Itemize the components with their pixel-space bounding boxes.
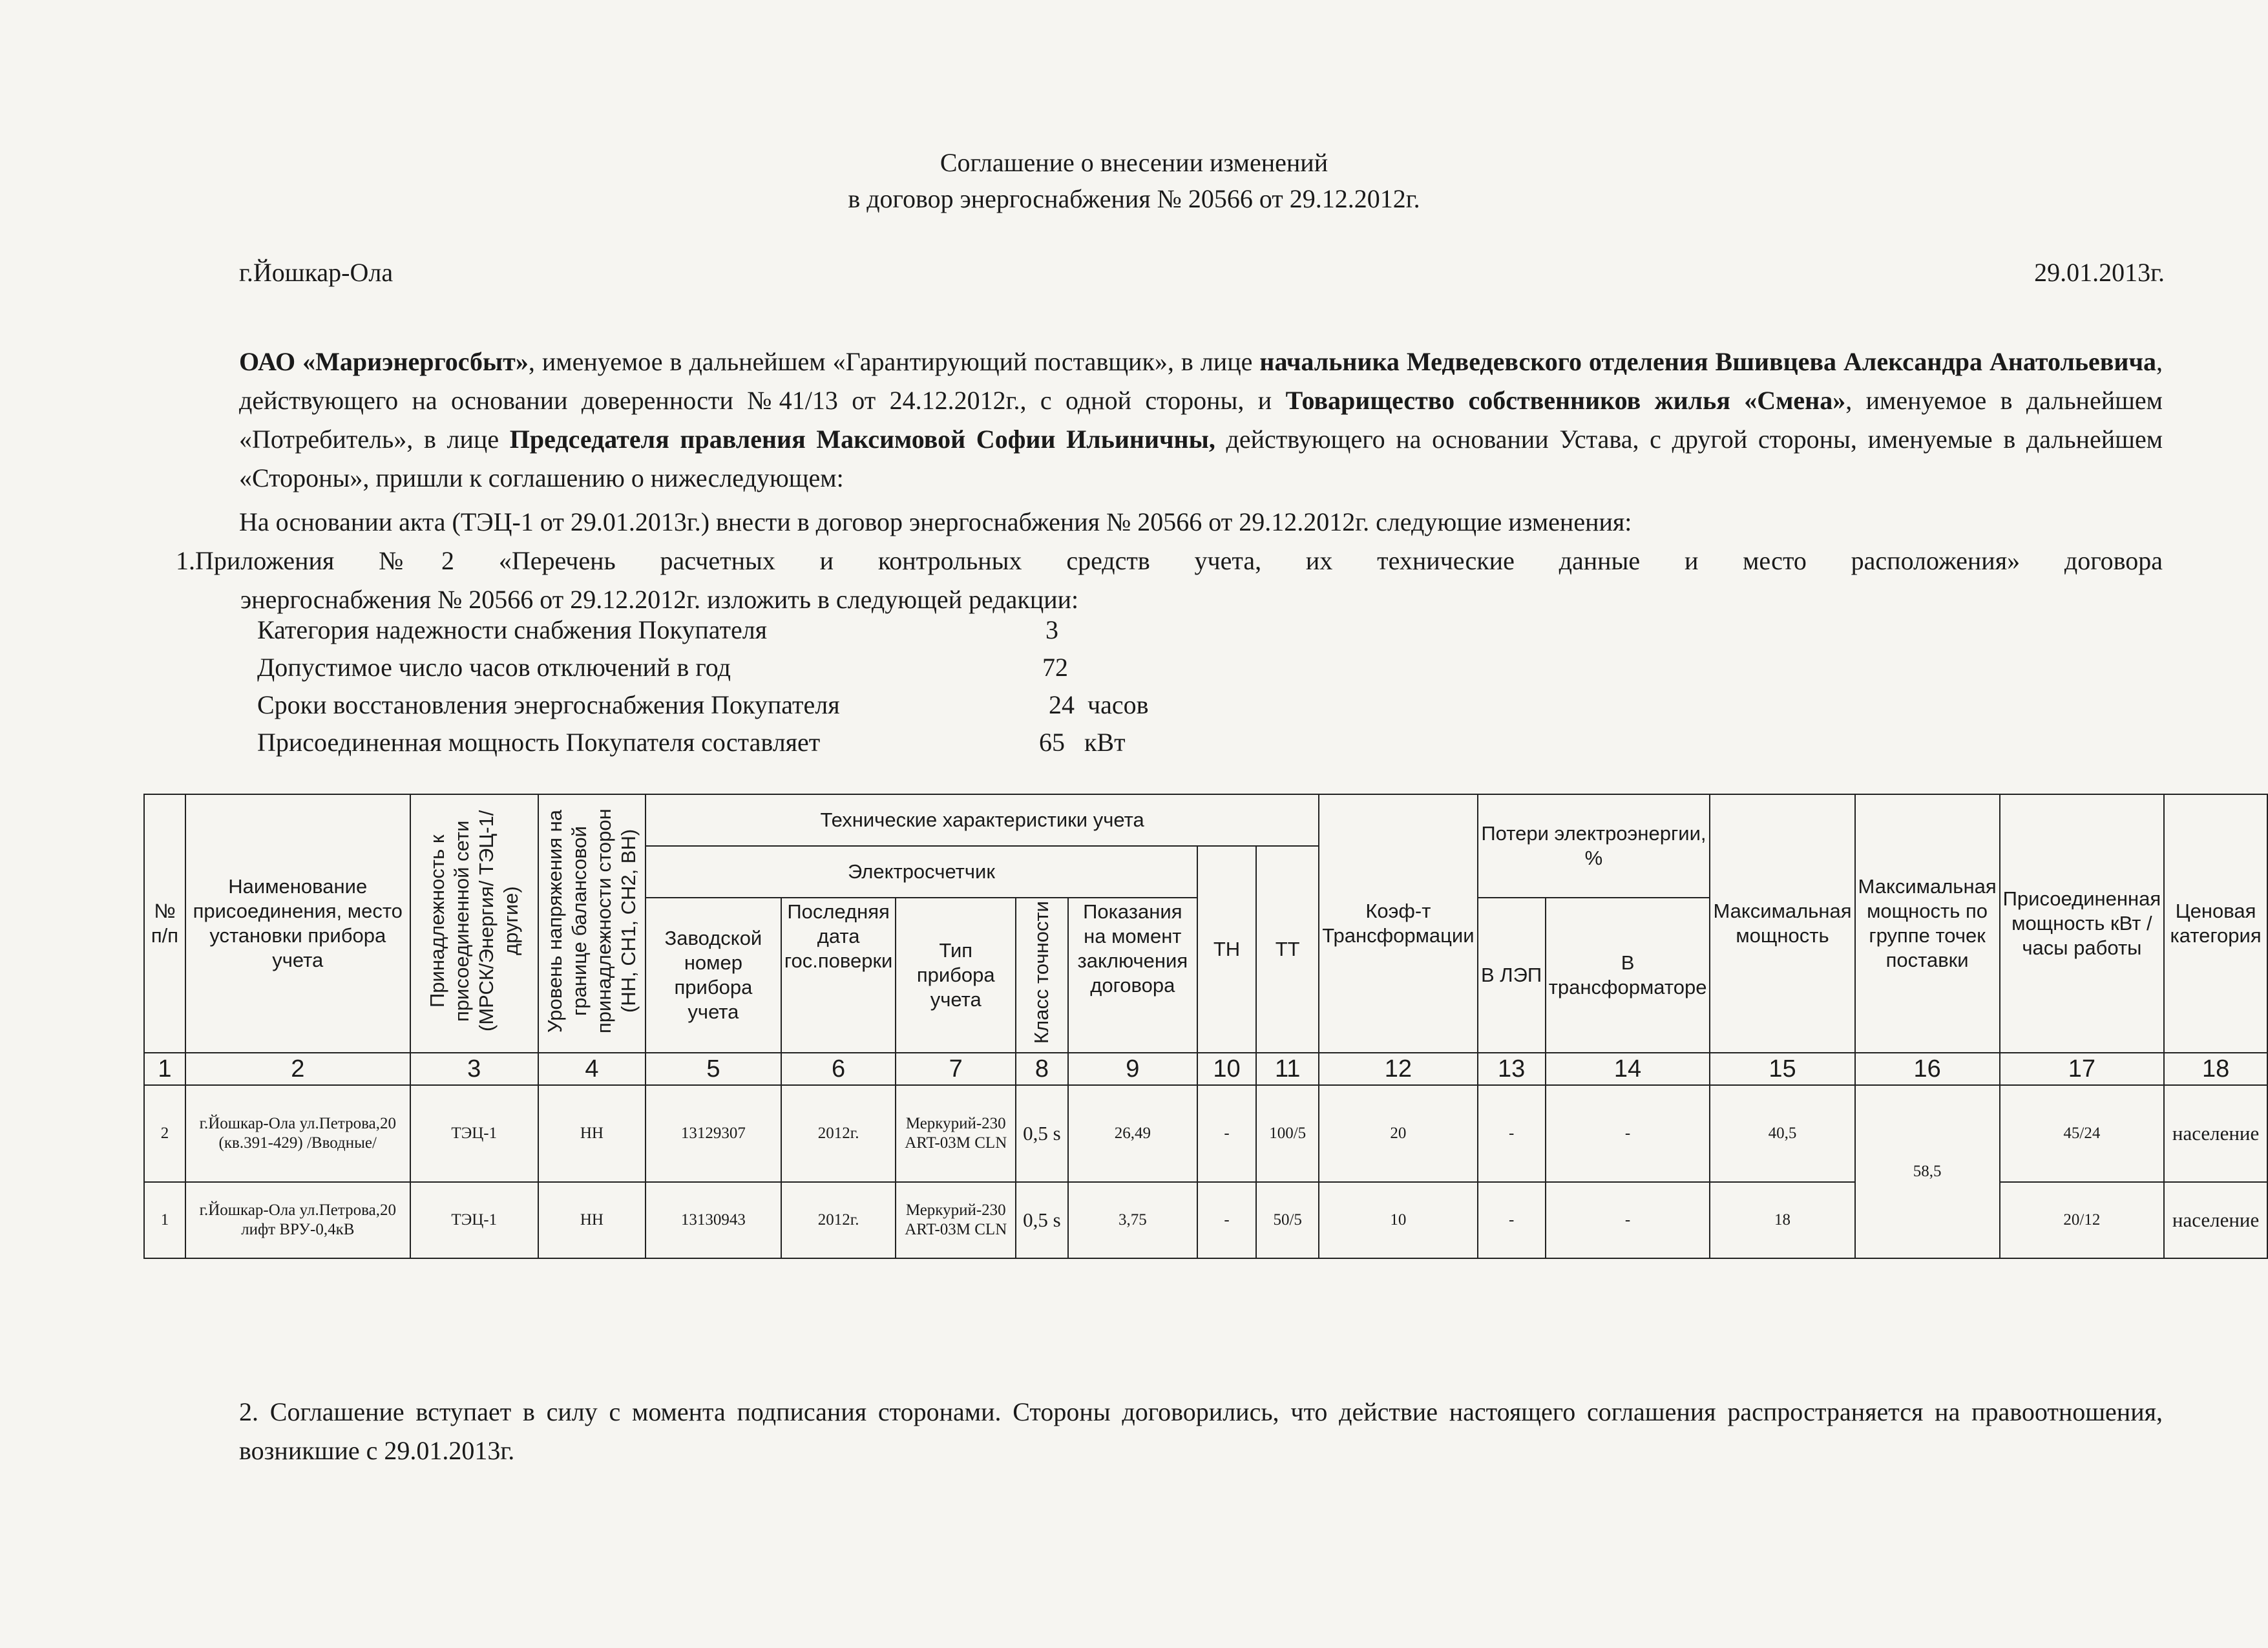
col-header-transformer: В трансформаторе (1546, 898, 1710, 1053)
param-label: Присоединенная мощность Покупателя составляет (257, 728, 821, 757)
intro-paragraph (143, 343, 2163, 498)
param-label: Допустимое число часов отключений в год (257, 653, 731, 682)
param-label: Сроки восстановления энергоснабжения Покупателя (257, 690, 840, 719)
col-number: 7 (896, 1053, 1016, 1085)
row-reading: 3,75 (1068, 1182, 1197, 1258)
intro-text-3: , именуемое в дальнейшем «Потребитель», в лице (239, 386, 2163, 454)
intro-text-2: , действующего на основании доверенности №41/13 от 24.12.2012г., с одной стороны, и (239, 347, 2163, 415)
col-header-coef: Коэф-т Трансформации (1319, 794, 1477, 1053)
row-serial: 13130943 (646, 1182, 781, 1258)
row-serial: 13129307 (646, 1085, 781, 1182)
col-number: 14 (1546, 1053, 1710, 1085)
col-header-lep: В ЛЭП (1478, 898, 1546, 1053)
param-label: Категория надежности снабжения Покупателя (257, 615, 768, 644)
row-num: 1 (144, 1182, 185, 1258)
row-transformer: - (1546, 1085, 1710, 1182)
row-name: г.Йошкар-Ола ул.Петрова,20 лифт ВРУ-0,4кВ (185, 1182, 410, 1258)
document-date: 29.01.2013г. (2034, 258, 2165, 287)
column-numbers-row (144, 1053, 2267, 1085)
col-number: 10 (1197, 1053, 1256, 1085)
row-tt: 50/5 (1256, 1182, 1319, 1258)
col-number: 8 (1016, 1053, 1068, 1085)
col-number: 15 (1710, 1053, 1854, 1085)
row-coef: 20 (1319, 1085, 1477, 1182)
col-header-meter: Электросчетчик (646, 846, 1197, 898)
param-value: 72 (1042, 653, 1068, 682)
col-number: 3 (410, 1053, 538, 1085)
city: г.Йошкар-Ола (239, 258, 394, 287)
intro-text-4: действующего на основании Устава, с другой стороны, именуемые в дальнейшем «Стороны», пришли к соглашению о нижеследующем: (239, 425, 2163, 492)
intro-text-1: , именуемое в дальнейшем «Гарантирующий поставщик», в лице (528, 347, 1260, 376)
param-outage-hours (257, 649, 1068, 686)
row-voltage-level: НН (538, 1182, 646, 1258)
row-belonging: ТЭЦ-1 (410, 1085, 538, 1182)
row-lep: - (1478, 1182, 1546, 1258)
col-number: 4 (538, 1053, 646, 1085)
row-verification: 2012г. (781, 1085, 896, 1182)
row-verification: 2012г. (781, 1182, 896, 1258)
row-price: население (2164, 1182, 2267, 1258)
row-class: 0,5 s (1016, 1085, 1068, 1182)
param-reliability (257, 611, 1058, 649)
row-price: население (2164, 1085, 2267, 1182)
row-tt: 100/5 (1256, 1085, 1319, 1182)
consumer-representative: Председателя правления Максимовой Софии Ильиничны, (509, 425, 1215, 454)
col-number: 9 (1068, 1053, 1197, 1085)
col-header-tn: ТН (1197, 846, 1256, 1053)
col-number: 17 (2000, 1053, 2165, 1085)
row-voltage-level: НН (538, 1085, 646, 1182)
row-name: г.Йошкар-Ола ул.Петрова,20 (кв.391-429) /Вводные/ (185, 1085, 410, 1182)
basis-paragraph: На основании акта (ТЭЦ-1 от 29.01.2013г.) внести в договор энергоснабжения № 20566 от 29.12.2012г. следующие изменения: (239, 507, 1632, 536)
item1-line2: энергоснабжения № 20566 от 29.12.2012г. изложить в следующей редакции: (240, 585, 1079, 614)
row-class: 0,5 s (1016, 1182, 1068, 1258)
col-header-max-group: Максимальная мощность по группе точек поставки (1855, 794, 2000, 1053)
col-header-tt: ТТ (1256, 846, 1319, 1053)
col-header-tech: Технические характеристики учета (646, 794, 1319, 846)
col-number: 16 (1855, 1053, 2000, 1085)
col-header-num: № п/п (144, 794, 185, 1053)
col-number: 5 (646, 1053, 781, 1085)
col-number: 13 (1478, 1053, 1546, 1085)
col-number: 18 (2164, 1053, 2267, 1085)
row-reading: 26,49 (1068, 1085, 1197, 1182)
meters-table (143, 794, 2268, 1259)
col-header-serial: Заводской номер прибора учета (646, 898, 781, 1053)
row-transformer: - (1546, 1182, 1710, 1258)
row-num: 2 (144, 1085, 185, 1182)
col-header-max-power: Максимальная мощность (1710, 794, 1854, 1053)
supplier-name: ОАО «Мариэнергосбыт» (239, 347, 529, 376)
consumer-name: Товарищество собственников жилья «Смена» (1285, 386, 1846, 415)
col-number: 1 (144, 1053, 185, 1085)
row-connected: 20/12 (2000, 1182, 2165, 1258)
row-max-power: 40,5 (1710, 1085, 1854, 1182)
col-header-voltage-level: Уровень напряжения на границе балансовой принадлежности сторон (НН, СН1, СН2, ВН) (538, 794, 646, 1053)
row-type: Меркурий-230 ART-03M CLN (896, 1085, 1016, 1182)
document-title-line1: Соглашение о внесении изменений (940, 148, 1328, 177)
col-number: 6 (781, 1053, 896, 1085)
col-header-losses: Потери электроэнергии, % (1478, 794, 1710, 898)
row-tn: - (1197, 1085, 1256, 1182)
col-number: 12 (1319, 1053, 1477, 1085)
col-header-connected: Присоединенная мощность кВт /часы работы (2000, 794, 2165, 1053)
col-header-belonging: Принадлежность к присоединенной сети (МРСК/Энергия/ ТЭЦ-1/другие) (410, 794, 538, 1053)
col-header-verification: Последняя дата гос.поверки (781, 898, 896, 1053)
item2-paragraph: 2. Соглашение вступает в силу с момента подписания сторонами. Стороны договорились, что действие настоящего соглашения распространяется на правоотношения, возникшие с 29.01.2013г. (239, 1397, 2163, 1465)
col-number: 11 (1256, 1053, 1319, 1085)
col-header-type: Тип прибора учета (896, 898, 1016, 1053)
param-connected-power (257, 724, 1126, 761)
col-header-name: Наименование присоединения, место установки прибора учета (185, 794, 410, 1053)
supplier-representative: начальника Медведевского отделения Вшивцева Александра Анатольевича (1259, 347, 2157, 376)
row-belonging: ТЭЦ-1 (410, 1182, 538, 1258)
item1-line1: 1.Приложения №2 «Перечень расчетных и контрольных средств учета, их технические данные и место расположения» договора (176, 546, 2163, 575)
row-tn: - (1197, 1182, 1256, 1258)
param-restore-time (257, 686, 1149, 724)
table-row (144, 1085, 2267, 1182)
row-connected: 45/24 (2000, 1085, 2165, 1182)
param-value: 65 кВт (1039, 728, 1126, 757)
col-number: 2 (185, 1053, 410, 1085)
document-title-line2: в договор энергоснабжения № 20566 от 29.12.2012г. (848, 184, 1420, 213)
row-coef: 10 (1319, 1182, 1477, 1258)
row-max-power: 18 (1710, 1182, 1854, 1258)
col-header-reading: Показания на момент заключения договора (1068, 898, 1197, 1053)
param-value: 24 часов (1049, 690, 1149, 719)
row-max-group: 58,5 (1855, 1085, 2000, 1258)
row-lep: - (1478, 1085, 1546, 1182)
row-type: Меркурий-230 ART-03M CLN (896, 1182, 1016, 1258)
col-header-price: Ценовая категория (2164, 794, 2267, 1053)
col-header-class: Класс точности (1016, 898, 1068, 1053)
param-value: 3 (1045, 615, 1058, 644)
